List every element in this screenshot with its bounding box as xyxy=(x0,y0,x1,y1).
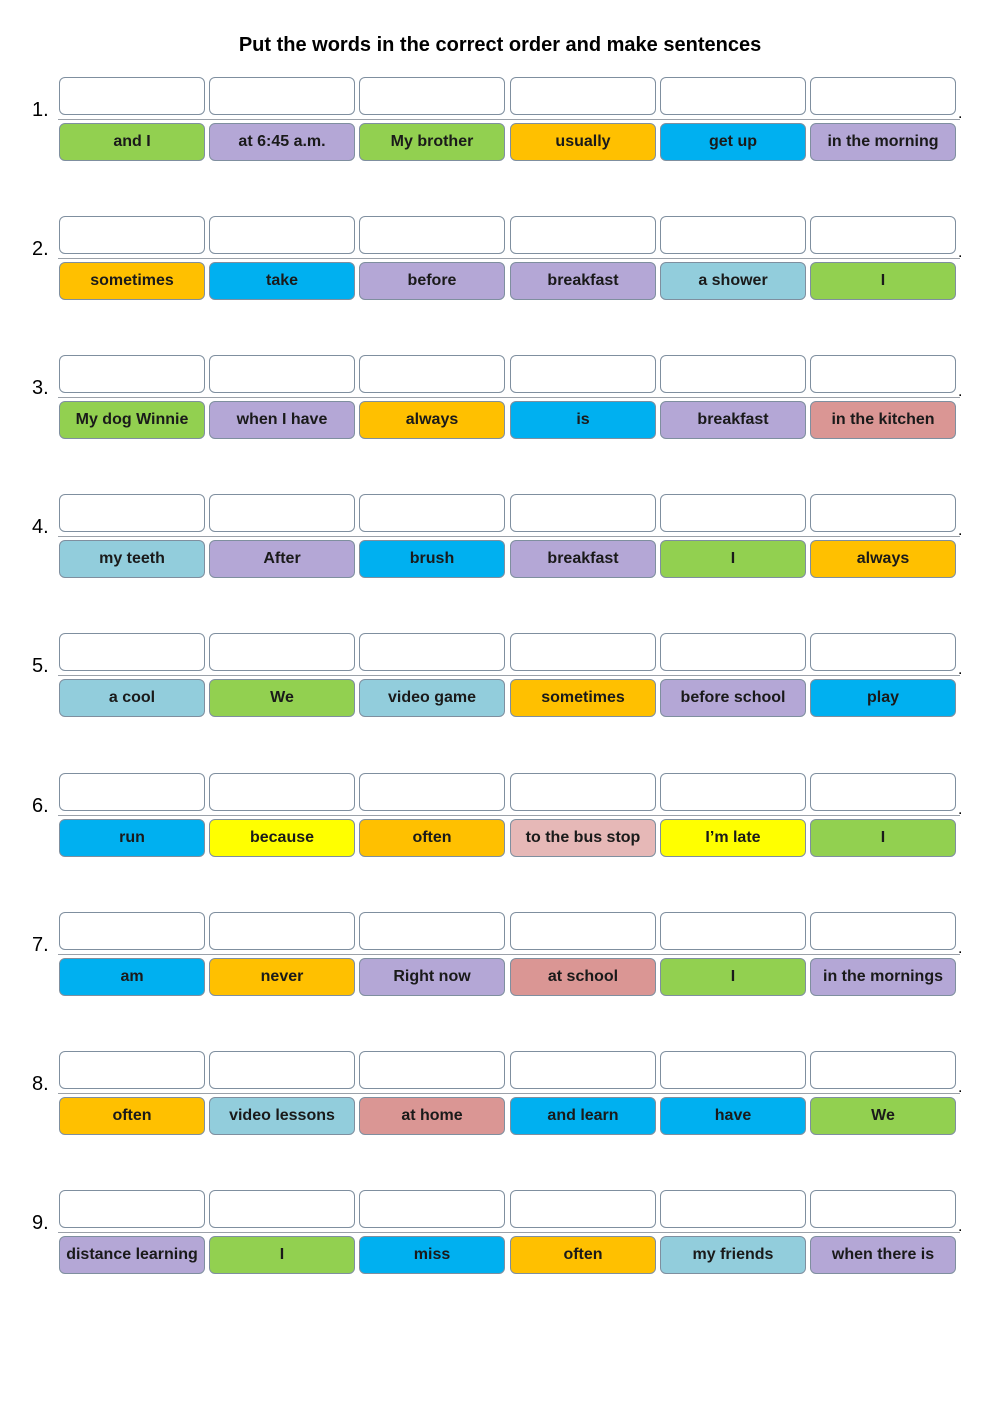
sentence-period: . xyxy=(958,105,963,122)
answer-slot[interactable] xyxy=(209,773,355,811)
word-tile[interactable]: We xyxy=(810,1097,956,1135)
word-tile[interactable]: is xyxy=(510,401,656,439)
answer-slot[interactable] xyxy=(810,1190,956,1228)
answer-slot[interactable] xyxy=(660,1190,806,1228)
word-tile[interactable]: play xyxy=(810,679,956,717)
answer-slot[interactable] xyxy=(59,494,205,532)
answer-slot[interactable] xyxy=(209,355,355,393)
answer-slot[interactable] xyxy=(359,216,505,254)
word-tile[interactable]: often xyxy=(359,819,505,857)
sentence-line xyxy=(58,258,960,259)
answer-slot[interactable] xyxy=(810,355,956,393)
answer-slot[interactable] xyxy=(660,1051,806,1089)
sentence-number: 2. xyxy=(32,238,49,260)
word-tile[interactable]: before xyxy=(359,262,505,300)
sentence-number: 6. xyxy=(32,795,49,817)
answer-slot[interactable] xyxy=(660,633,806,671)
answer-slot[interactable] xyxy=(359,355,505,393)
answer-slot[interactable] xyxy=(59,912,205,950)
word-tile[interactable]: my teeth xyxy=(59,540,205,578)
word-tile[interactable]: video game xyxy=(359,679,505,717)
answer-slot[interactable] xyxy=(510,77,656,115)
word-tile[interactable]: and I xyxy=(59,123,205,161)
word-tile[interactable]: get up xyxy=(660,123,806,161)
answer-slot[interactable] xyxy=(209,494,355,532)
sentence-line xyxy=(58,815,960,816)
word-tile[interactable]: breakfast xyxy=(660,401,806,439)
word-tile[interactable]: often xyxy=(510,1236,656,1274)
answer-slot[interactable] xyxy=(660,912,806,950)
answer-slot[interactable] xyxy=(660,773,806,811)
answer-slot[interactable] xyxy=(359,912,505,950)
answer-slot[interactable] xyxy=(209,1190,355,1228)
sentence-period: . xyxy=(958,940,963,957)
word-tile[interactable]: I xyxy=(810,262,956,300)
word-tile[interactable]: I xyxy=(660,540,806,578)
word-tile[interactable]: Right now xyxy=(359,958,505,996)
word-tile[interactable]: at home xyxy=(359,1097,505,1135)
answer-slot[interactable] xyxy=(810,1051,956,1089)
sentence-line xyxy=(58,536,960,537)
answer-slot[interactable] xyxy=(59,355,205,393)
answer-slot[interactable] xyxy=(59,1051,205,1089)
answer-slot[interactable] xyxy=(510,1190,656,1228)
sentence-row-7 xyxy=(0,910,1000,1006)
sentence-period: . xyxy=(958,522,963,539)
sentence-row-9 xyxy=(0,1188,1000,1284)
answer-slot[interactable] xyxy=(810,633,956,671)
worksheet-title: Put the words in the correct order and make sentences xyxy=(238,34,762,56)
word-tile[interactable]: brush xyxy=(359,540,505,578)
answer-slot[interactable] xyxy=(810,216,956,254)
answer-slot[interactable] xyxy=(359,633,505,671)
answer-slot[interactable] xyxy=(59,77,205,115)
word-tile[interactable]: when I have xyxy=(209,401,355,439)
answer-slot[interactable] xyxy=(359,1051,505,1089)
sentence-line xyxy=(58,1093,960,1094)
sentence-period: . xyxy=(958,383,963,400)
answer-slot[interactable] xyxy=(810,773,956,811)
answer-slot[interactable] xyxy=(510,912,656,950)
sentence-line xyxy=(58,397,960,398)
sentence-line xyxy=(58,954,960,955)
word-tile[interactable]: in the morning xyxy=(810,123,956,161)
sentence-number: 7. xyxy=(32,934,49,956)
word-tile[interactable]: a cool xyxy=(59,679,205,717)
word-tile[interactable]: often xyxy=(59,1097,205,1135)
word-tile[interactable]: my friends xyxy=(660,1236,806,1274)
sentence-number: 3. xyxy=(32,377,49,399)
word-tile[interactable]: when there is xyxy=(810,1236,956,1274)
sentence-number: 4. xyxy=(32,516,49,538)
answer-slot[interactable] xyxy=(59,773,205,811)
answer-slot[interactable] xyxy=(810,912,956,950)
answer-slot[interactable] xyxy=(359,773,505,811)
answer-slot[interactable] xyxy=(59,216,205,254)
word-tile[interactable]: video lessons xyxy=(209,1097,355,1135)
answer-slot[interactable] xyxy=(359,1190,505,1228)
word-tile[interactable]: in the mornings xyxy=(810,958,956,996)
answer-slot[interactable] xyxy=(660,216,806,254)
word-tile[interactable]: because xyxy=(209,819,355,857)
word-tile[interactable]: I xyxy=(209,1236,355,1274)
word-tile[interactable]: sometimes xyxy=(59,262,205,300)
word-tile[interactable]: After xyxy=(209,540,355,578)
answer-slot[interactable] xyxy=(209,77,355,115)
sentence-period: . xyxy=(958,244,963,261)
answer-slot[interactable] xyxy=(660,355,806,393)
word-tile[interactable]: breakfast xyxy=(510,262,656,300)
word-tile[interactable]: have xyxy=(660,1097,806,1135)
word-tile[interactable]: a shower xyxy=(660,262,806,300)
word-tile[interactable]: always xyxy=(359,401,505,439)
answer-slot[interactable] xyxy=(510,633,656,671)
word-tile[interactable]: take xyxy=(209,262,355,300)
word-tile[interactable]: before school xyxy=(660,679,806,717)
sentence-line xyxy=(58,675,960,676)
answer-slot[interactable] xyxy=(510,773,656,811)
answer-slot[interactable] xyxy=(59,633,205,671)
sentence-period: . xyxy=(958,801,963,818)
answer-slot[interactable] xyxy=(510,494,656,532)
word-tile[interactable]: always xyxy=(810,540,956,578)
word-tile[interactable]: am xyxy=(59,958,205,996)
word-tile[interactable]: in the kitchen xyxy=(810,401,956,439)
answer-slot[interactable] xyxy=(209,633,355,671)
word-tile[interactable]: I xyxy=(810,819,956,857)
word-tile[interactable]: to the bus stop xyxy=(510,819,656,857)
answer-slot[interactable] xyxy=(660,494,806,532)
sentence-period: . xyxy=(958,661,963,678)
word-tile[interactable]: distance learning xyxy=(59,1236,205,1274)
word-tile[interactable]: breakfast xyxy=(510,540,656,578)
sentence-row-1 xyxy=(0,75,1000,171)
answer-slot[interactable] xyxy=(209,1051,355,1089)
sentence-row-8 xyxy=(0,1049,1000,1145)
sentence-number: 9. xyxy=(32,1212,49,1234)
answer-slot[interactable] xyxy=(810,494,956,532)
sentence-row-6 xyxy=(0,771,1000,867)
sentence-row-3 xyxy=(0,353,1000,449)
sentence-period: . xyxy=(958,1218,963,1235)
answer-slot[interactable] xyxy=(510,355,656,393)
word-tile[interactable]: usually xyxy=(510,123,656,161)
sentence-row-2 xyxy=(0,214,1000,310)
answer-slot[interactable] xyxy=(810,77,956,115)
sentence-number: 5. xyxy=(32,655,49,677)
word-tile[interactable]: My dog Winnie xyxy=(59,401,205,439)
answer-slot[interactable] xyxy=(510,1051,656,1089)
answer-slot[interactable] xyxy=(59,1190,205,1228)
word-tile[interactable]: I’m late xyxy=(660,819,806,857)
word-tile[interactable]: I xyxy=(660,958,806,996)
answer-slot[interactable] xyxy=(359,77,505,115)
sentence-number: 8. xyxy=(32,1073,49,1095)
answer-slot[interactable] xyxy=(660,77,806,115)
answer-slot[interactable] xyxy=(510,216,656,254)
word-tile[interactable]: My brother xyxy=(359,123,505,161)
word-tile[interactable]: sometimes xyxy=(510,679,656,717)
word-tile[interactable]: at school xyxy=(510,958,656,996)
word-tile[interactable]: at 6:45 a.m. xyxy=(209,123,355,161)
sentence-number: 1. xyxy=(32,99,49,121)
word-tile[interactable]: miss xyxy=(359,1236,505,1274)
sentence-row-5 xyxy=(0,631,1000,727)
answer-slot[interactable] xyxy=(359,494,505,532)
answer-slot[interactable] xyxy=(209,216,355,254)
sentence-row-4 xyxy=(0,492,1000,588)
sentence-line xyxy=(58,1232,960,1233)
sentence-line xyxy=(58,119,960,120)
word-tile[interactable]: and learn xyxy=(510,1097,656,1135)
sentence-period: . xyxy=(958,1079,963,1096)
word-tile[interactable]: never xyxy=(209,958,355,996)
word-tile[interactable]: We xyxy=(209,679,355,717)
answer-slot[interactable] xyxy=(209,912,355,950)
word-tile[interactable]: run xyxy=(59,819,205,857)
